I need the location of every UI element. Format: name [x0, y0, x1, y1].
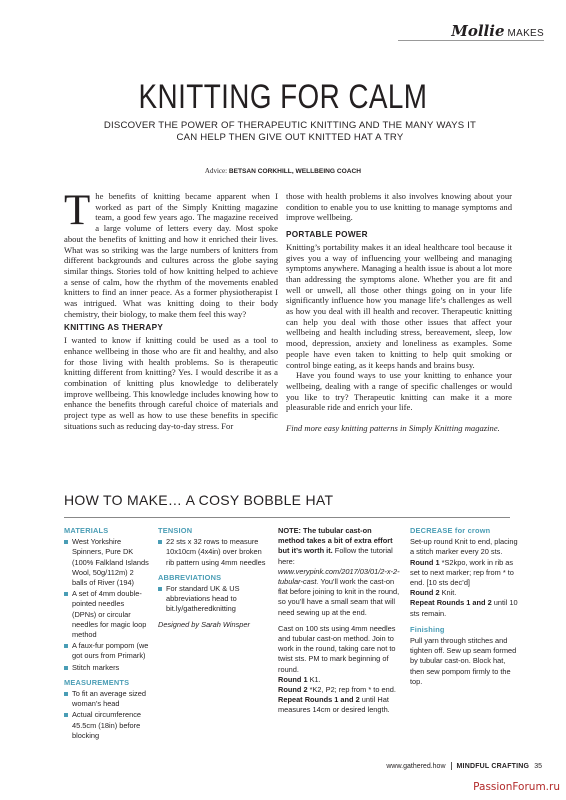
intro-paragraph: [64, 187, 278, 319]
note-url: www.verypink.com/2017/03/01/2-x-2-tubular-cast.: [278, 566, 400, 587]
decrease-round-2-label: Round 2: [410, 588, 440, 598]
watermark: PassionForum.ru: [473, 781, 560, 793]
decrease-repeat: [410, 598, 518, 618]
list-item: To fit an average sized woman’s head: [64, 689, 150, 709]
advice-label: Advice:: [204, 167, 228, 175]
finishing-text: Pull yarn through stitches and tighten off. Sew up seam formed by tubular cast-on. Block hat, then sew pompom firmly to the top.: [410, 636, 517, 686]
pattern-column-decrease: [410, 526, 518, 687]
decrease-heading: DECREASE for crown: [410, 526, 491, 535]
heading-portable-power: PORTABLE POWER: [286, 230, 368, 240]
list-item: 22 sts x 32 rows to measure 10x10cm (4x4in) over broken rib pattern using 4mm needles: [158, 537, 268, 568]
footer-url: www.gathered.how: [386, 762, 446, 770]
materials-list: [64, 537, 150, 673]
list-item: A faux-fur pompom (we got ours from Primark): [64, 641, 150, 661]
pattern-column-instructions: [278, 526, 400, 716]
round-2-text: *K2, P2; rep from * to end.: [307, 685, 396, 695]
brand-section: MAKES: [507, 28, 544, 39]
caston-paragraph: Cast on 100 sts using 4mm needles and tubular cast-on method. Join to work in the round, taking care not to twist sts. PM to mark beginning of round.: [278, 623, 396, 674]
repeat-rounds: [278, 695, 400, 715]
brand-header: [451, 22, 544, 40]
decrease-round-1-label: Round 1: [410, 557, 440, 567]
round-1-text: K1.: [307, 674, 321, 684]
decrease-round-1-text: *S2kpo, work in rib as set to next marker; rep from * to end. [10 sts dec’d]: [410, 557, 514, 588]
footer-section: MINDFUL CRAFTING: [456, 762, 530, 770]
round-1-label: Round 1: [278, 674, 308, 684]
note-bold: NOTE: The tubular cast-on method takes a bit of extra effort but it’s worth it.: [278, 526, 393, 556]
decrease-repeat-text: until 10 sts remain.: [410, 598, 518, 618]
continuation-paragraph: those with health problems it also involves knowing about your condition to enable you to use knitting to manage symptoms and improve wellbeing.: [286, 191, 512, 223]
round-1: [278, 675, 400, 685]
abbreviations-list: [158, 584, 268, 615]
article-subtitle: DISCOVER THE POWER OF THERAPEUTIC KNITTING AND THE MANY WAYS IT CAN HELP THEN GIVE OUT KNITTED HAT A TRY: [103, 120, 477, 143]
pattern-column-materials: [64, 526, 150, 746]
enhance-paragraph: Have you found ways to use your knitting to enhance your wellbeing, dealing with a range of specific challenges or would you like to try? Therapeutic knitting can make it a more pleasurable ride and enrich your life.: [286, 370, 512, 413]
round-2-label: Round 2: [278, 685, 308, 695]
portable-paragraph: Knitting’s portability makes it an ideal healthcare tool because it gives you a way of influencing your wellbeing and managing symptoms anywhere. Managing a health issue is about a lot more than addressing the symptoms alone. Whether you are fit and well or unwell, all those other things going on in your life significantly influence how you manage life’s challenges as well as how you deal with ill health and recover. Therapeutic knitting can help you deal with those other issues that affect your wellbeing and health including stress, bereavement, sleep, low mood, depression, anxiety and loneliness as examples. Some people have even taken to knitting to help quit smoking or control binge eating, as it keeps hands and brains busy.: [286, 241, 512, 370]
decrease-repeat-label: Repeat Rounds 1 and 2: [410, 598, 492, 608]
measurements-list: [64, 689, 150, 741]
page-number: 35: [534, 762, 542, 770]
decrease-round-2: [410, 588, 518, 598]
intro-text: he benefits of knitting became apparent when I worked as part of the Simply Knitting magazine team, a good few years ago. The magazine received a large volume of letters every day. Most spoke about the benefits of knitting and how it enriched their lives. What was so striking was the large numbers of knitters from different backgrounds and cultures across the globe saying similar things. Stories told of how knitting helped to achieve a sense of calm, how the rhythm of the movements enabled knitters to find an inner peace. As a former physiotherapist I was intrigued. What was knitting doing to their body chemistry, their biology, to make them feel this way?: [64, 191, 278, 319]
article-column-right: [286, 191, 512, 434]
round-2: [278, 685, 400, 695]
note-paragraph: [278, 526, 400, 618]
decrease-round-2-text: Knit.: [439, 588, 457, 598]
finishing-heading: Finishing: [410, 624, 445, 634]
tension-heading: TENSION: [158, 526, 193, 535]
list-item: A set of 4mm double-pointed needles (DPNs) or circular needles for magic loop method: [64, 589, 150, 640]
decrease-intro: Set-up round Knit to end, placing a stitch marker every 20 sts.: [410, 537, 518, 557]
howto-heading: HOW TO MAKE… A COSY BOBBLE HAT: [64, 492, 334, 508]
list-item: Actual circumference 45.5cm (18in) before blocking: [64, 710, 150, 741]
dropcap: T: [64, 187, 91, 234]
heading-knitting-as-therapy: KNITTING AS THERAPY: [64, 323, 164, 333]
repeat-text: until Hat measures 14cm or desired length.: [278, 695, 390, 715]
list-item: Stitch markers: [64, 663, 150, 673]
note-text: Follow the tutorial here:: [278, 546, 393, 566]
pattern-column-tension: [158, 526, 268, 630]
header-divider: [398, 40, 544, 41]
list-item: For standard UK & US abbreviations head to bit.ly/gatheredknitting: [158, 584, 268, 615]
note-text-2: You’ll work the cast-on flat before joining to knit in the round, so you’ll have a small seam that will need sewing up at the end.: [278, 577, 400, 617]
repeat-label: Repeat Rounds 1 and 2: [278, 695, 360, 705]
list-item: West Yorkshire Spinners, Pure DK (100% Falkland Islands Wool, 50g/112m) 2 balls of River (194): [64, 537, 150, 588]
footer-separator: [451, 762, 452, 770]
howto-divider: [64, 517, 510, 518]
article-title: KNITTING FOR CALM: [138, 78, 428, 116]
article-column-left: [64, 187, 278, 431]
page-footer: [386, 762, 542, 770]
tension-list: [158, 537, 268, 568]
advice-credit: [0, 167, 566, 175]
designer-credit: Designed by Sarah Winsper: [158, 619, 250, 629]
measurements-heading: MEASUREMENTS: [64, 677, 130, 687]
closing-line: Find more easy knitting patterns in Simply Knitting magazine.: [286, 423, 500, 434]
decrease-round-1: [410, 558, 518, 589]
brand-logo: Mollie: [451, 22, 505, 40]
materials-heading: MATERIALS: [64, 526, 109, 535]
abbreviations-heading: ABBREVIATIONS: [158, 572, 222, 582]
therapy-paragraph: I wanted to know if knitting could be used as a tool to enhance wellbeing in those who are fit and healthy, and also for those living with health problems. So is therapeutic knitting different from knitting? Yes. I would describe it as a combination of knitting plus knowledge to deliberately improve wellbeing. This knowledge includes knowing how to enhance the benefits through careful choice of materials and project type as well as how to use these benefits in specific situations such as reducing day-to-day stress. For: [64, 335, 278, 431]
advice-name: BETSAN CORKHILL, WELLBEING COACH: [228, 168, 362, 175]
